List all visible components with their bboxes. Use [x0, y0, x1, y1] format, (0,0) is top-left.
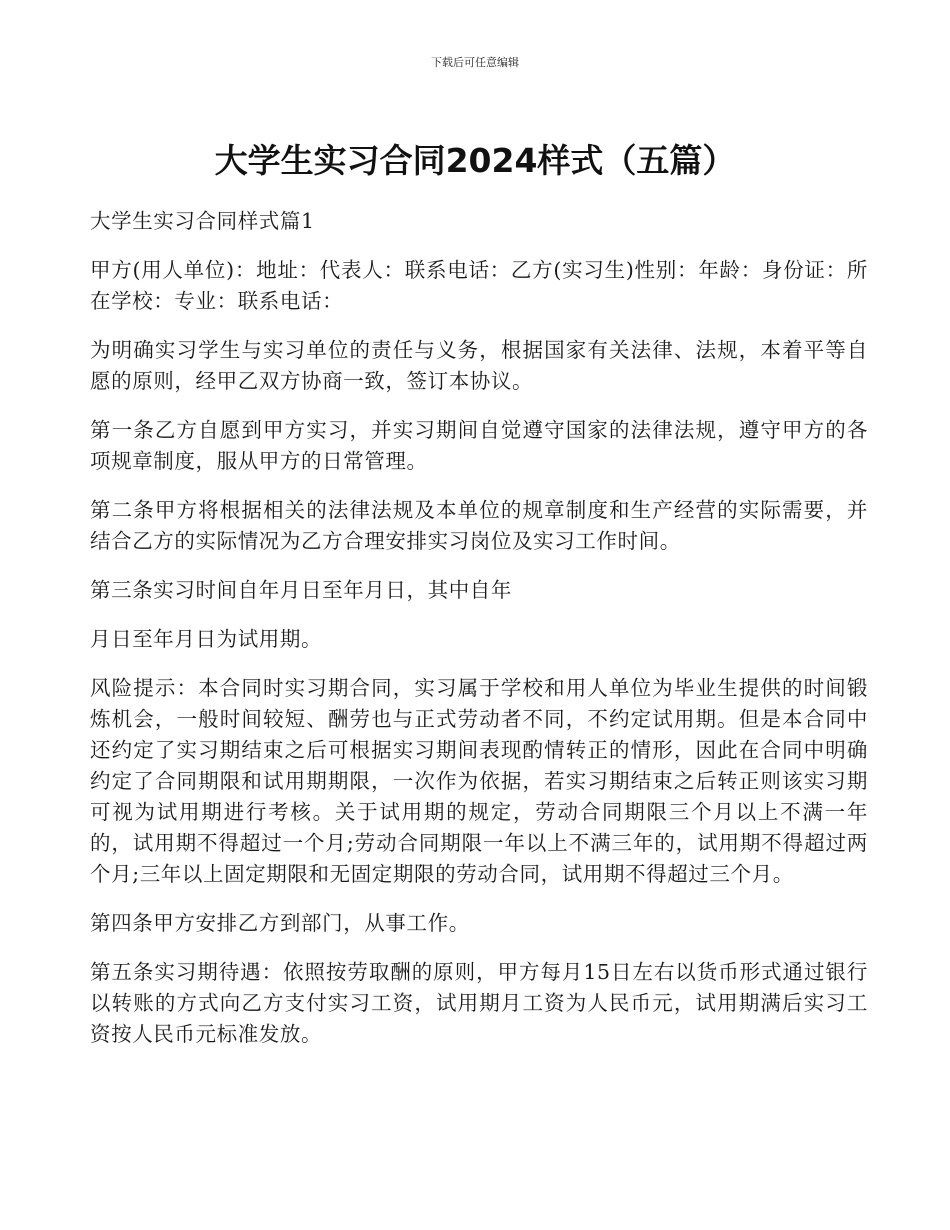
article-4-paragraph: 第四条甲方安排乙方到部门，从事工作。 — [90, 911, 470, 935]
section-heading: 大学生实习合同样式篇1 — [90, 209, 315, 233]
page-header-note: 下载后可任意编辑 — [431, 56, 519, 69]
document-body — [90, 206, 868, 1068]
article-3-continued-paragraph: 月日至年月日为试用期。 — [90, 627, 323, 651]
risk-notice-paragraph: 风险提示：本合同时实习期合同，实习属于学校和用人单位为毕业生提供的时间锻炼机会，一般时间较短、酬劳也与正式劳动者不同，不约定试用期。但是本合同中还约定了实习期结束之后可根据实习期间表现酌情转正的情形，因此在合同中明确约定了合同期限和试用期期限，一次作为依据，若实习期结束之后转正则该实习期可视为试用期进行考核。关于试用期的规定，劳动合同期限三个月以上不满一年的，试用期不得超过一个月;劳动合同期限一年以上不满三年的，试用期不得超过两个月;三年以上固定期限和无固定期限的劳动合同，试用期不得超过三个月。 — [90, 676, 868, 886]
article-1-paragraph: 第一条乙方自愿到甲方实习，并实习期间自觉遵守国家的法律法规，遵守甲方的各项规章制度，服从甲方的日常管理。 — [90, 418, 868, 473]
article-5-paragraph: 第五条实习期待遇：依照按劳取酬的原则，甲方每月15日左右以货币形式通过银行以转账的方式向乙方支付实习工资，试用期月工资为人民币元，试用期满后实习工资按人民币元标准发放。 — [90, 960, 868, 1046]
parties-paragraph: 甲方(用人单位)：地址：代表人：联系电话：乙方(实习生)性别：年龄：身份证：所在学校：专业：联系电话： — [90, 258, 868, 313]
document-title: 大学生实习合同2024样式（五篇） — [214, 141, 736, 180]
article-3-paragraph: 第三条实习时间自年月日至年月日，其中自年 — [90, 578, 512, 602]
preamble-paragraph: 为明确实习学生与实习单位的责任与义务，根据国家有关法律、法规，本着平等自愿的原则，经甲乙双方协商一致，签订本协议。 — [90, 338, 868, 393]
article-2-paragraph: 第二条甲方将根据相关的法律法规及本单位的规章制度和生产经营的实际需要，并结合乙方的实际情况为乙方合理安排实习岗位及实习工作时间。 — [90, 498, 868, 553]
